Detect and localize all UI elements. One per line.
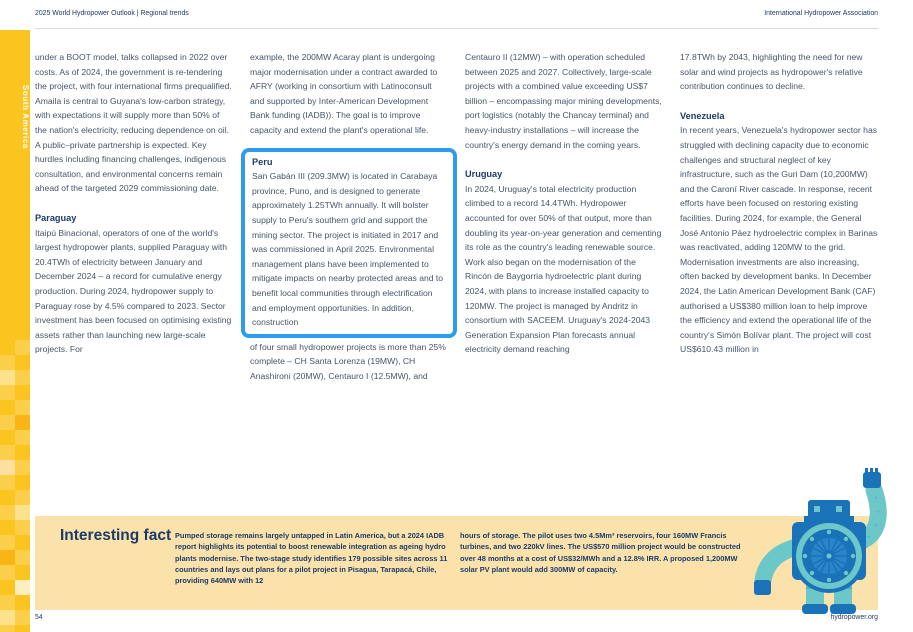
text-column-4: [680, 50, 878, 383]
uruguay-paragraph-continued: 17.8TWh by 2043, highlighting the need for new solar and wind projects as hydropower's relative contribution continues to decline.: [680, 52, 863, 92]
header-rule: [35, 28, 878, 29]
paraguay-heading: Paraguay: [35, 212, 77, 223]
sidebar-mosaic: [0, 550, 15, 565]
section-tab-south-america: South America: [21, 85, 30, 149]
venezuela-paragraph: In recent years, Venezuela's hydropower sector has struggled with declining capacity due to economic challenges and structural neglect of key infrastructure, such as the Guri Dam (10,200MW) and the Caroní River cascade. In response, recent efforts have been focused on restoring existing facilities. During 2024, for example, the General José Antonio Páez hydroelectric complex in Barinas was reactivated, adding 120MW to the grid. Modernisation investments are also increasing, often backed by development banks. In December 2024, the Latin American Development Bank (CAF) authorised a US$380 million loan to help improve the efficiency and extend the operational life of the country's Simón Bolívar plant. The project will cost US$610.43 million in: [680, 125, 878, 355]
interesting-fact-text-right: hours of storage. The pilot uses two 4.5Mm³ reservoirs, four 160MW Francis turbines, and two 220kV lines. The US$570 million project would be constructed over 48 months at a cost of US$32/MWh and a 12.8% IRR. A proposed 1,200MW solar PV plant would add 300MW of capacity.: [460, 531, 741, 574]
peru-paragraph: San Gabán III (209.3MW) is located in Carabaya province, Puno, and is designed to generate approximately 1.25TWh annually. It will bolster supply to Peru's southern grid and support the mining sector. The project is initiated in 2017 and was commissioned in April 2025. Environmental management plans have been implemented to mitigate impacts on nearby protected areas and to benefit local communities through electrification and employment opportunities. In addition, construction: [252, 171, 444, 328]
sidebar-mosaic: [15, 580, 30, 595]
peru-highlight-box: [241, 148, 457, 338]
page-number: 54: [35, 614, 43, 621]
peru-projects-paragraph: Centauro II (12MW) – with operation scheduled between 2025 and 2027. Collectively, large-scale projects with a combined value exceeding US$7 billion – encompassing major mining developments, port logistics (notably the Chancay terminal) and heavy-industry installations – will increase the country's energy demand in the coming years.: [465, 52, 662, 150]
peru-paragraph-continued: of four small hydropower projects is more than 25% complete – CH Santa Lorenza (19MW), CH Anashironi (20MW), Centauro I (12.5MW), and: [250, 341, 446, 381]
venezuela-heading: Venezuela: [680, 110, 725, 121]
sidebar-mosaic: [0, 370, 15, 385]
interesting-fact-title: Interesting fact: [60, 527, 172, 544]
text-column-3: [465, 50, 663, 383]
paraguay-paragraph-continued: example, the 200MW Acaray plant is undergoing major modernisation under a contract awarded to AFRY (working in consortium with Latinoconsult and supported by Inter-American Development Bank funding (IADB)). The goal is to improve capacity and extend the plant's operational life.: [250, 52, 438, 135]
peru-heading: Peru: [252, 156, 273, 167]
text-column-1: [35, 50, 233, 383]
section-color-strip: [0, 30, 30, 632]
header-org-name: International Hydropower Association: [764, 10, 878, 17]
sidebar-mosaic: [15, 415, 30, 430]
paraguay-paragraph: Itaipú Binacional, operators of one of the world's largest hydropower plants, supplied Paraguay with 20.4TWh of electricity between January and December 2024 – a record for cumulative energy production. During 2024, hydropower supply to Paraguay rose by 4.5% compared to 2023. Sector investment has been focused on optimising existing assets rather than launching new large-scale projects. For: [35, 227, 232, 355]
sidebar-mosaic: [0, 610, 15, 625]
uruguay-paragraph: In 2024, Uruguay's total electricity production climbed to a record 14.4TWh. Hydropower accounted for over 50% of that output, more than doubling its year-on-year generation and cementing its role as the country's leading renewable source. Work also began on the modernisation of the Rincón de Baygorria hydroelectric plant during 2024, with plans to increase installed capacity to 120MW. The project is managed by Andritz in consortium with SACEEM. Uruguay's 2024-2043 Generation Expansion Plan forecasts annual electricity demand reaching: [465, 183, 662, 355]
uruguay-heading: Uruguay: [465, 169, 503, 180]
footer-website: hydropower.org: [830, 614, 878, 621]
header-report-title: 2025 World Hydropower Outlook | Regional trends: [35, 10, 189, 17]
guyana-paragraph: under a BOOT model, talks collapsed in 2022 over costs. As of 2024, the government is re-tendering the project, with four international firms prequalified. Amaila is central to Guyana's low-carbon strategy, with expectations it will supply more than 50% of the nation's electricity, reducing dependence on oil. A public–private partnership is expected. Key hurdles including financing challenges, indigenous consultation, and environmental concerns remain ahead of the targeted 2029 commissioning date.: [35, 52, 232, 194]
sidebar-mosaic: [15, 505, 30, 520]
interesting-fact-text-left: Pumped storage remains largely untapped in Latin America, but a 2024 IADB report highlights its potential to boost renewable integration as ageing hydro plants modernise. The two-stage study identifies 179 possible sites across 11 countries and lays out plans for a pilot project in Pisagua, Tarapacá, Chile, providing 640MW with 12: [175, 531, 448, 586]
article-columns: [35, 50, 878, 383]
turbine-robot-illustration: [750, 468, 910, 618]
text-column-2: [250, 50, 448, 383]
sidebar-mosaic: [0, 460, 15, 475]
